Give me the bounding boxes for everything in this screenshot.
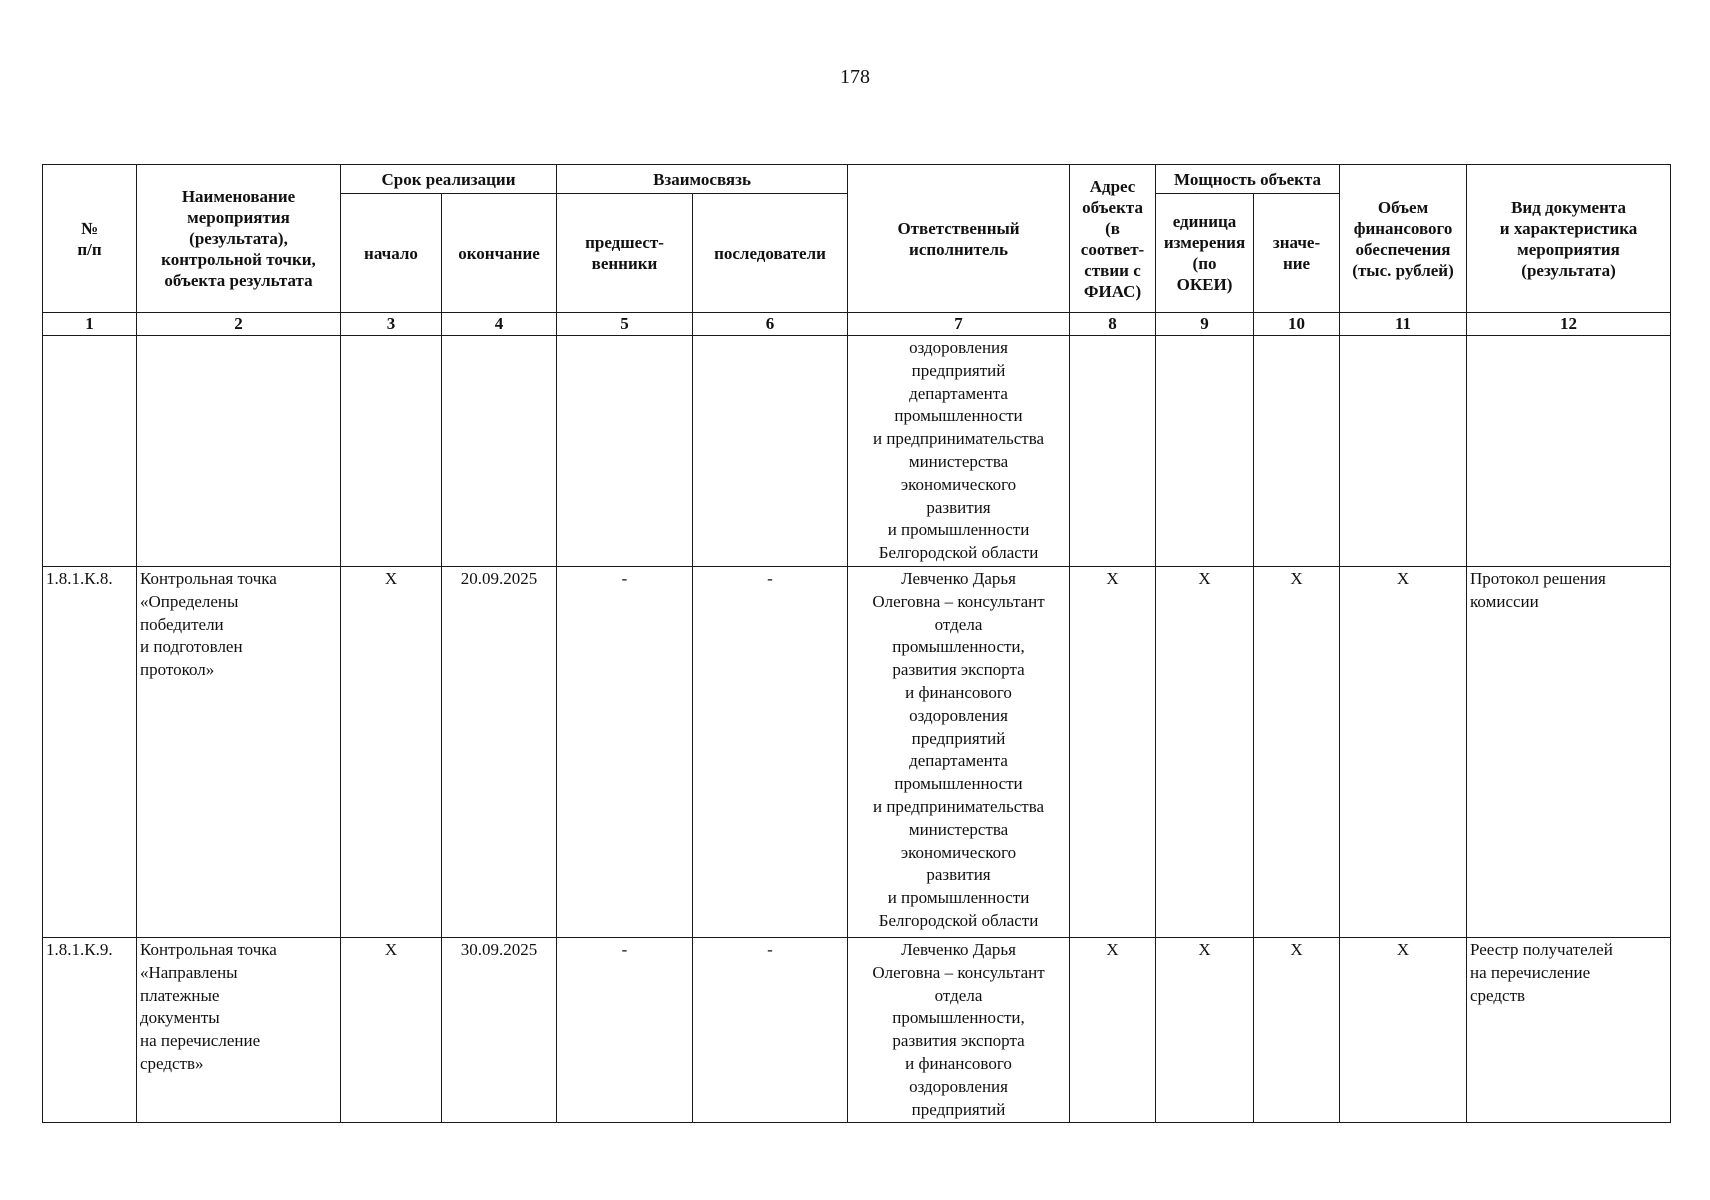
cell-succ [693,336,848,567]
column-number: 6 [693,313,848,336]
cell-end: 20.09.2025 [442,566,557,937]
header-responsible: Ответственный исполнитель [848,165,1070,313]
cell-num: 1.8.1.К.8. [43,566,137,937]
table-row [43,566,1671,937]
header-name: Наименование мероприятия (результата), контрольной точки, объекта результата [137,165,341,313]
cell-doc: Протокол решения комиссии [1467,566,1671,937]
header-address: Адрес объекта (в соответ- ствии с ФИАС) [1070,165,1156,313]
column-number: 8 [1070,313,1156,336]
table-row-continuation [43,336,1671,567]
cell-end [442,336,557,567]
column-number: 12 [1467,313,1671,336]
header-capacity-unit: единица измерения (по ОКЕИ) [1156,194,1254,313]
cell-num: 1.8.1.К.9. [43,937,137,1122]
cell-responsible: оздоровления предприятий департамента промышленности и предпринимательства министерства экономического развития и промышленности Белгородской области [848,336,1070,567]
cell-end: 30.09.2025 [442,937,557,1122]
cell-name [137,336,341,567]
cell-address: X [1070,937,1156,1122]
table-row [43,937,1671,1122]
cell-doc: Реестр получателей на перечисление средств [1467,937,1671,1122]
header-num: № п/п [43,165,137,313]
header-link-group: Взаимосвязь [557,165,848,194]
header-link-succ: последователи [693,194,848,313]
cell-succ: - [693,566,848,937]
cell-name: Контрольная точка «Определены победители и подготовлен протокол» [137,566,341,937]
header-capacity-group: Мощность объекта [1156,165,1340,194]
page-number: 178 [840,66,870,88]
header-term-group: Срок реализации [341,165,557,194]
cell-doc [1467,336,1671,567]
cell-value [1254,336,1340,567]
header-finance: Объем финансового обеспечения (тыс. рублей) [1340,165,1467,313]
header-link-pred: предшест- венники [557,194,693,313]
cell-finance: X [1340,566,1467,937]
column-number: 4 [442,313,557,336]
cell-value: X [1254,937,1340,1122]
cell-finance [1340,336,1467,567]
cell-pred: - [557,566,693,937]
cell-responsible: Левченко Дарья Олеговна – консультант отдела промышленности, развития экспорта и финансового оздоровления предприятий департамента промышленности и предпринимательства министерства экономического развития и промышленности Белгородской области [848,566,1070,937]
column-number: 9 [1156,313,1254,336]
cell-unit: X [1156,566,1254,937]
cell-start: X [341,937,442,1122]
column-number: 1 [43,313,137,336]
cell-address: X [1070,566,1156,937]
cell-value: X [1254,566,1340,937]
column-number: 2 [137,313,341,336]
header-row [43,165,1671,194]
cell-num [43,336,137,567]
cell-pred: - [557,937,693,1122]
cell-unit [1156,336,1254,567]
header-term-start: начало [341,194,442,313]
header-doc-type: Вид документа и характеристика мероприятия (результата) [1467,165,1671,313]
cell-succ: - [693,937,848,1122]
column-number-row [43,313,1671,336]
cell-responsible: Левченко Дарья Олеговна – консультант отдела промышленности, развития экспорта и финансового оздоровления предприятий [848,937,1070,1122]
cell-finance: X [1340,937,1467,1122]
cell-start: X [341,566,442,937]
header-capacity-value: значе- ние [1254,194,1340,313]
column-number: 11 [1340,313,1467,336]
header-term-end: окончание [442,194,557,313]
cell-address [1070,336,1156,567]
column-number: 5 [557,313,693,336]
cell-start [341,336,442,567]
cell-name: Контрольная точка «Направлены платежные документы на перечисление средств» [137,937,341,1122]
plan-table [42,164,1671,1123]
column-number: 7 [848,313,1070,336]
column-number: 3 [341,313,442,336]
column-number: 10 [1254,313,1340,336]
cell-pred [557,336,693,567]
cell-unit: X [1156,937,1254,1122]
